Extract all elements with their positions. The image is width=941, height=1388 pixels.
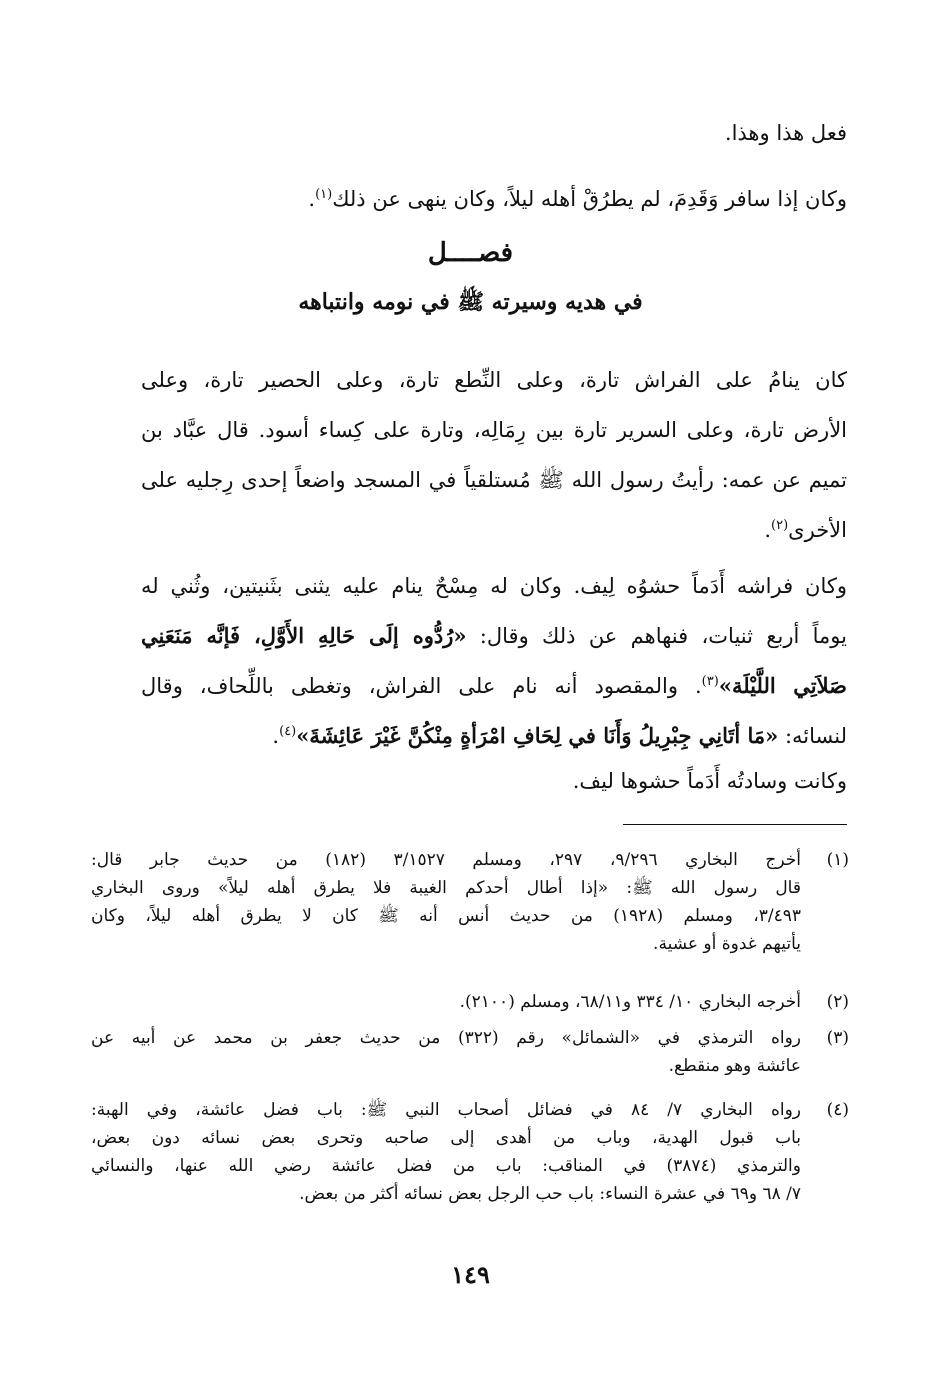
footnote-2	[91, 988, 849, 1016]
footnote-line: أخرجه البخاري ١٠/ ٣٣٤ و٦٨/١١، ومسلم (٢١٠٠).	[459, 992, 801, 1012]
footnote-number: (٤)	[826, 1100, 849, 1120]
paragraph-1-line: كان ينامُ على الفراش تارة، وعلى النِّطع تارة، وعلى الحصير تارة، وعلى	[141, 368, 847, 392]
intro-line-2	[308, 184, 847, 214]
intro-line-1-text: فعل هذا وهذا.	[724, 121, 847, 145]
page-number: ١٤٩	[451, 1260, 490, 1289]
paragraph-1-last-line	[141, 505, 847, 555]
footnote-1	[91, 846, 849, 958]
footnote-line: ٣/٤٩٣، ومسلم (١٩٢٨) من حديث أنس أنه ﷺ كان لا يطرق أهله ليلاً، وكان	[91, 906, 801, 926]
footnote-line: رواه البخاري ٧/ ٨٤ في فضائل أصحاب النبي ﷺ: باب فضل عائشة، وفي الهبة:	[91, 1100, 801, 1120]
paragraph-1-last-text: الأخرى	[788, 518, 847, 542]
hadith-quote-1-start: «رُدُّوه إلَى حَالِهِ الأَوَّلِ، فَإنَّه مَنَعَنِي	[141, 623, 467, 648]
footnote-text	[91, 846, 801, 958]
intro-line-2-end: .	[308, 187, 316, 211]
hadith-quote-1-end: صَلاَتِي اللَّيْلَة»	[718, 673, 847, 698]
footnote-3	[91, 1024, 849, 1080]
footnote-line: أخرج البخاري ٩/٢٩٦، ٢٩٧، ومسلم ٣/١٥٢٧ (١٨٢) من حديث جابر قال:	[91, 850, 802, 870]
footnote-line: والترمذي (٣٨٧٤) في المناقب: باب من فضل عائشة رضي الله عنها، والنسائي	[91, 1156, 801, 1176]
paragraph-2-line-3	[141, 661, 847, 711]
footnote-line: عائشة وهو منقطع.	[668, 1056, 801, 1076]
footnote-ref-3[interactable]: (٣)	[701, 674, 719, 689]
paragraph-2-line-4	[141, 711, 847, 761]
paragraph-2-line-1: وكان فراشه أَدَماً حشوُه لِيف. وكان له مِسْحٌ ينام عليه يثنى بثَنيتين، وثُني له	[141, 574, 847, 598]
paragraph-2-line-4-end: .	[272, 724, 280, 748]
footnote-line: رواه الترمذي في «الشمائل» رقم (٣٢٢) من حديث جعفر بن محمد عن أبيه عن	[91, 1028, 801, 1048]
footnote-ref-4[interactable]: (٤)	[279, 724, 297, 739]
paragraph-2-line-2-text: يوماً أربع ثنيات، فنهاهم عن ذلك وقال:	[466, 624, 847, 648]
footnote-text	[91, 1024, 801, 1080]
paragraph-3	[573, 766, 847, 796]
footnote-4	[91, 1096, 849, 1208]
footnote-number: (٢)	[826, 992, 849, 1012]
footnote-line: باب قبول الهدية، وباب من أهدى إلى صاحبه وتحرى بعض نسائه دون بعض،	[91, 1128, 801, 1148]
paragraph-2-line-4-text: لنسائه:	[778, 724, 847, 748]
paragraph-1-line: تميم عن عمه: رأيتُ رسول الله ﷺ مُستلقياً في المسجد واضعاً إحدى رِجليه على	[141, 468, 847, 492]
footnote-ref-1[interactable]: (١)	[315, 187, 333, 202]
footnote-line: ٧/ ٦٨ و٦٩ في عشرة النساء: باب حب الرجل بعض نسائه أكثر من بعض.	[299, 1184, 801, 1204]
intro-line-1	[725, 118, 847, 148]
paragraph-2-line-3-text: . والمقصود أنه نام على الفراش، وتغطى باللِّحاف، وقال	[141, 674, 702, 698]
footnote-ref-2[interactable]: (٢)	[771, 518, 789, 533]
footnote-text	[91, 1096, 801, 1208]
footnote-line: يأتيهم غدوة أو عشية.	[653, 934, 801, 954]
paragraph-1-last-end: .	[764, 518, 772, 542]
paragraph-1-line: الأرض تارة، وعلى السرير تارة بين رِمَالِه، وتارة على كِساء أسود. قال عبَّاد بن	[141, 418, 847, 442]
section-subtitle: في هديه وسيرته ﷺ في نومه وانتباهه	[298, 289, 643, 315]
footnote-separator	[623, 824, 847, 825]
footnote-number: (١)	[826, 850, 849, 870]
section-title: فصــــل	[427, 238, 514, 268]
paragraph-2-line-2	[141, 611, 847, 661]
hadith-quote-2: «مَا أتَانِي جِبْرِيلُ وَأَنَا في لِحَافِ امْرَأةٍ مِنْكُنَّ غَيْرَ عَائِشَةَ»	[296, 723, 779, 748]
footnote-number: (٣)	[826, 1028, 849, 1048]
paragraph-1	[141, 355, 847, 555]
footnote-text	[91, 988, 801, 1016]
paragraph-3-text: وكانت وسادتُه أَدَماً حشوها ليف.	[572, 769, 847, 793]
intro-line-2-text: وكان إذا سافر وَقَدِمَ، لم يطرُقْ أهله ليلاً، وكان ينهى عن ذلك	[332, 187, 847, 211]
paragraph-2	[141, 561, 847, 761]
footnote-line: قال رسول الله ﷺ: «إذا أطال أحدكم الغيبة فلا يطرق أهله ليلاً» وروى البخاري	[91, 878, 801, 898]
